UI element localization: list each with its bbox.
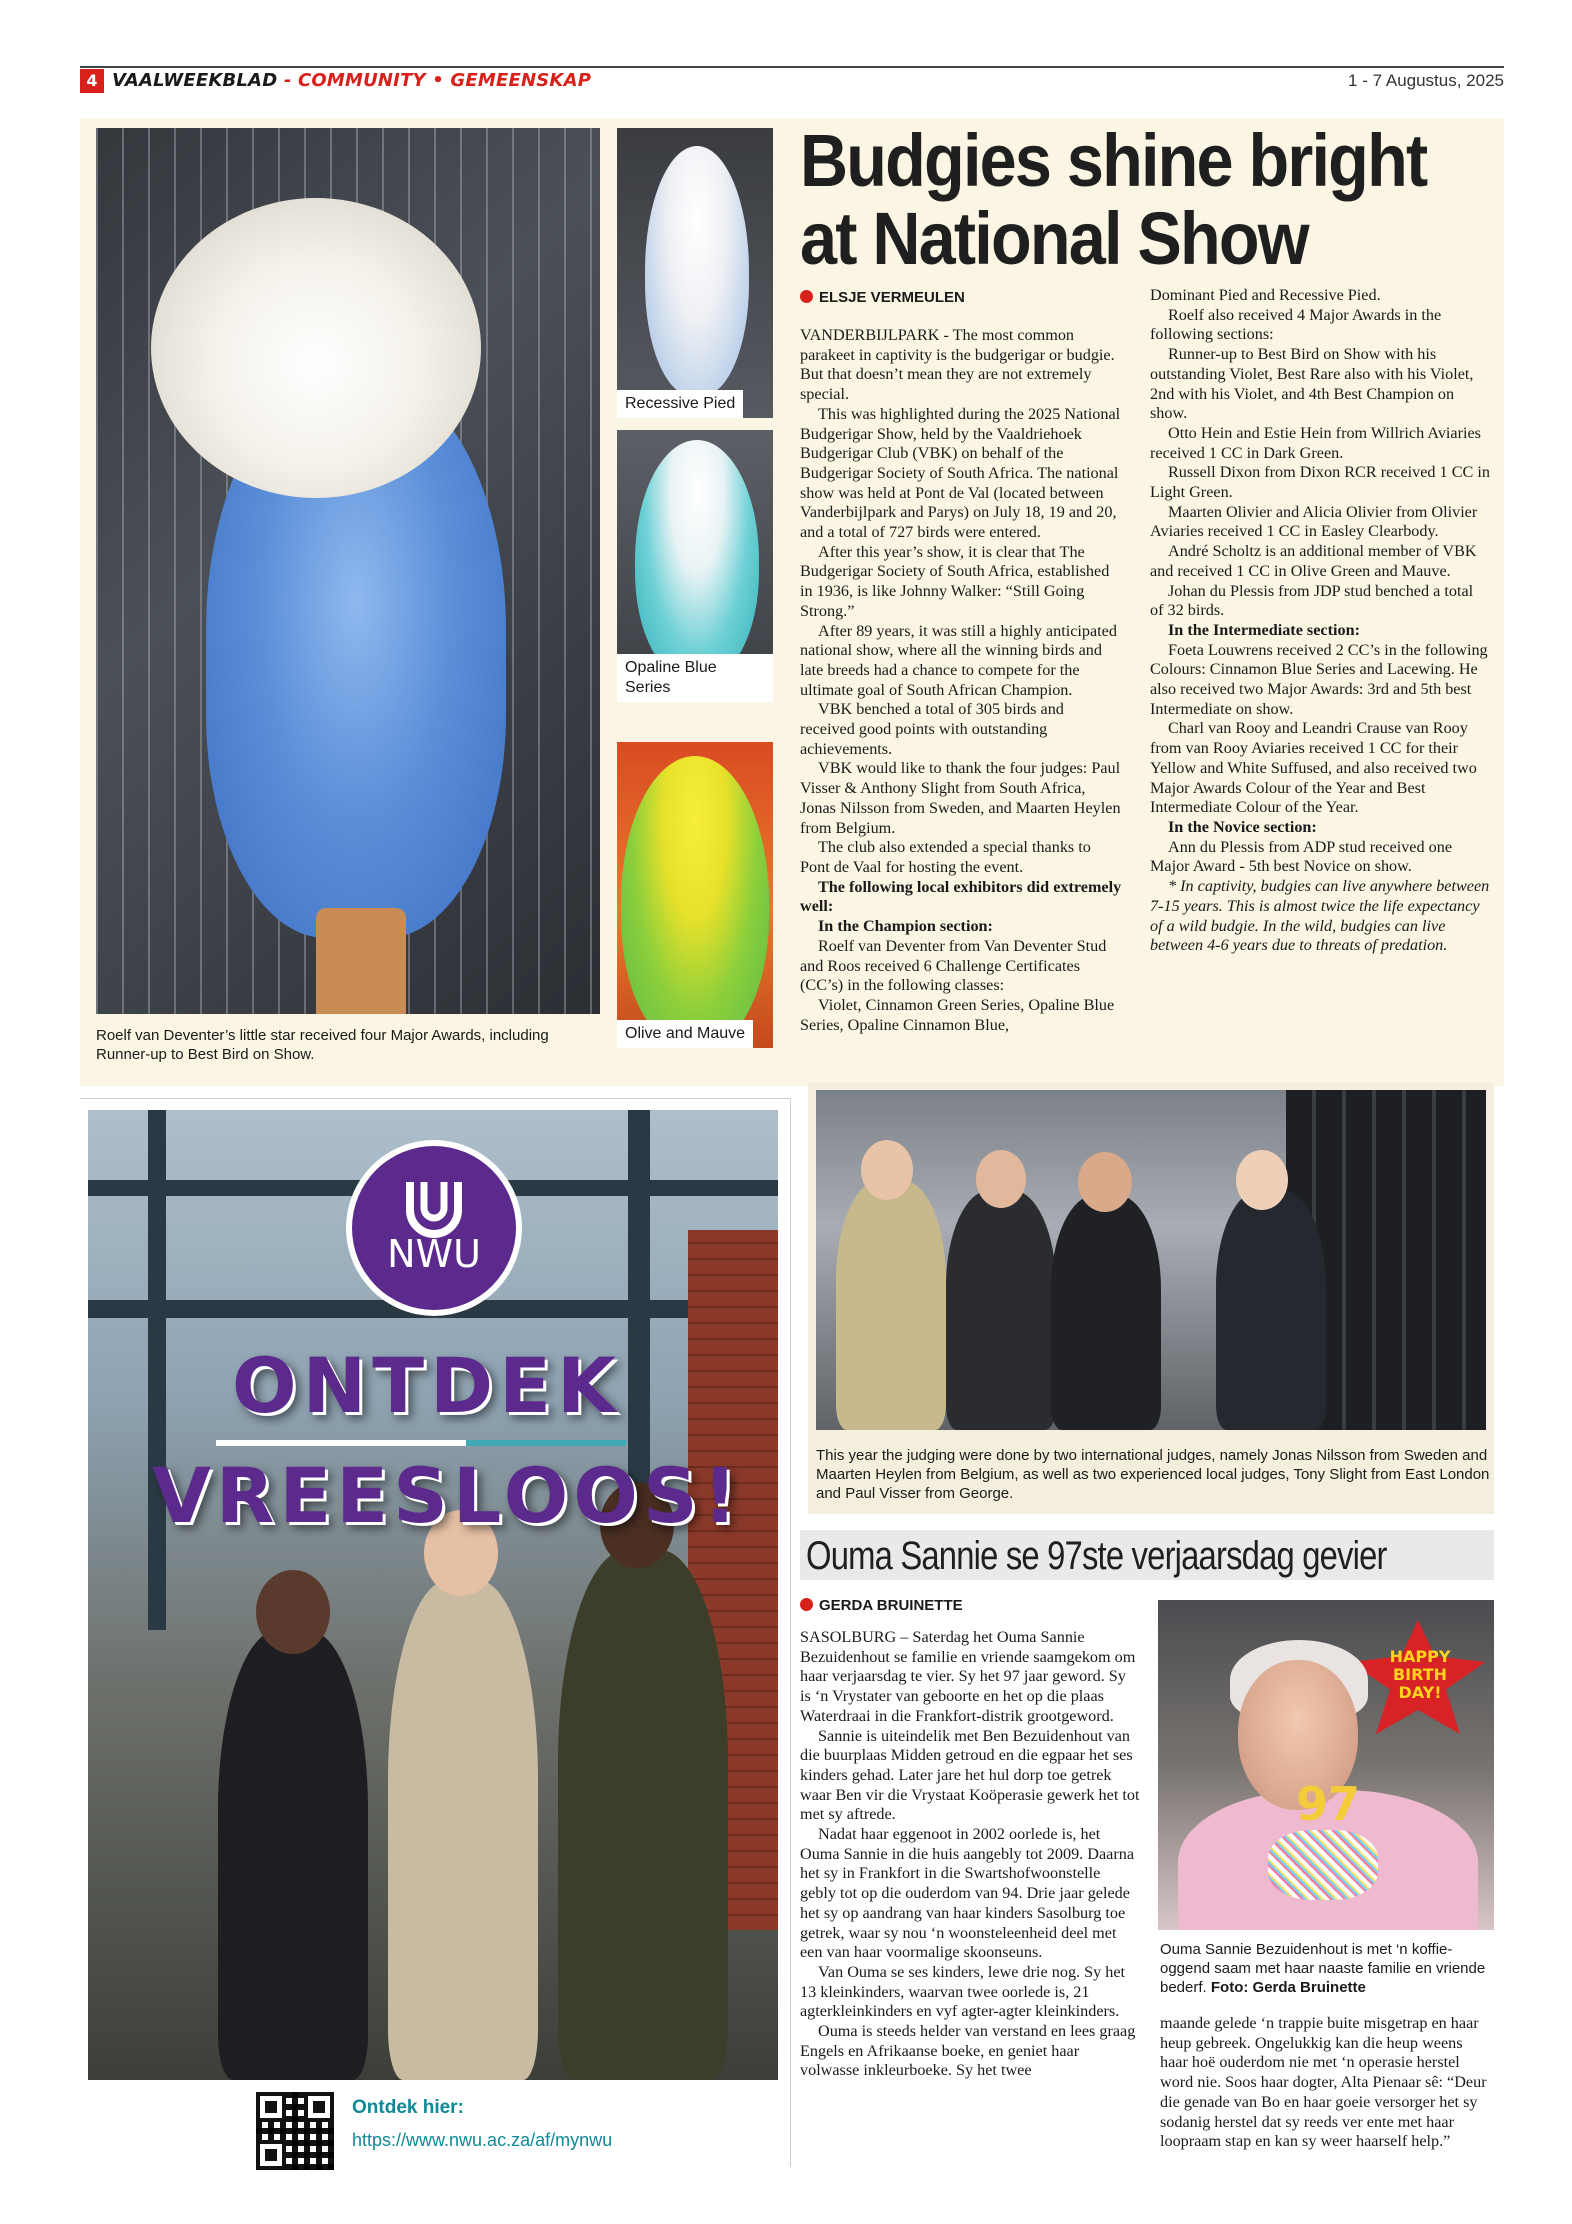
candle-number: 97 [1295, 1777, 1360, 1831]
ad-divider-white [216, 1440, 466, 1446]
qr-finder-icon [256, 2092, 286, 2122]
student-shape [388, 1580, 538, 2080]
bird-shape [645, 146, 749, 396]
person-shape [946, 1190, 1056, 1430]
page-number: 4 [80, 69, 104, 93]
subheading: The following local exhibitors did extremely well: [800, 877, 1122, 916]
paragraph: Charl van Rooy and Leandri Crause van Rooy from van Rooy Aviaries received 1 CC for their Yellow and White Suffused, and also received two Major Awards Colour of the Year and Best Intermediate Colour of the Year. [1150, 719, 1477, 817]
student-shape [558, 1550, 728, 2080]
paragraph: André Scholtz is an additional member of VBK and received 1 CC in Olive Green and Mauve. [1150, 542, 1477, 580]
student-shape [218, 1630, 368, 2080]
olive-mauve-label: Olive and Mauve [617, 1020, 753, 1048]
qr-finder-icon [304, 2092, 334, 2122]
judging-photo [816, 1090, 1486, 1430]
paper-name: VAALWEEKBLAD [112, 70, 278, 91]
section-name: - COMMUNITY • GEMEENSKAP [283, 70, 592, 91]
budgie-main-photo [96, 128, 600, 1014]
nwu-logo-text: NWU [387, 1232, 481, 1276]
ouma-headline: Ouma Sannie se 97ste verjaarsdag gevier [806, 1534, 1387, 1578]
steel-column-shape [148, 1110, 166, 1630]
paragraph: VBK would like to thank the four judges: Paul Visser & Anthony Slight from South Africa, Jonas Nilsson from Sweden, and Maarten Heylen from Belgium. [800, 759, 1121, 837]
qr-finder-icon [256, 2140, 286, 2170]
paragraph: Roelf also received 4 Major Awards in the following sections: [1150, 305, 1442, 344]
subheading: In the Intermediate section: [1168, 620, 1360, 639]
recessive-pied-label: Recessive Pied [617, 390, 743, 418]
ad-divider-teal [466, 1440, 626, 1446]
paragraph: Otto Hein and Estie Hein from Willrich Aviaries received 1 CC in Dark Green. [1150, 423, 1481, 462]
paragraph: Sannie is uiteindelik met Ben Bezuidenhout van die buurplaas Midden getroud en die egpaar het ses kinders gehad. Later jare het hul dorp toe getrek waar Ben vir die Vrystaat Koöperasie gewerk het tot met sy aftrede. [800, 1726, 1140, 1824]
ouma-photo-caption [1160, 1940, 1490, 1997]
paragraph: Nadat haar eggenoot in 2002 oorlede is, het Ouma Sannie in die huis aangebly tot 2009. Daarna het sy in Frankfort in die Swartshofwoonstelle gebly tot op die ouderdom van 94. Drie jaar gelede het sy op aandrang van haar kinders Sasolburg toe getrek, waar sy nou ‘n woonsteleenheid deel met een van haar voormalige skoonseuns. [800, 1825, 1135, 1962]
opaline-blue-photo [617, 430, 773, 702]
footnote: * In captivity, budgies can live anywhere between 7-15 years. This is almost twice the life expectancy of a wild budgie. In the wild, budgies can live between 4-6 years due to threats of predation. [1150, 877, 1490, 955]
person-shape [836, 1180, 946, 1430]
paragraph: Foeta Louwrens received 2 CC’s in the following Colours: Cinnamon Blue Series and Lacewing. He also received two Major Awards: 3rd and 5th best Intermediate on show. [1150, 640, 1488, 718]
bird-shape [621, 756, 769, 1048]
photo-credit: Foto: Gerda Bruinette [1210, 1979, 1366, 1996]
masthead [112, 68, 591, 94]
ad-headline-line-1: ONTDEK [232, 1341, 622, 1430]
opaline-blue-label: Opaline Blue Series [617, 654, 773, 702]
paragraph: VANDERBIJLPARK - The most common parakeet in captivity is the budgerigar or budgie. But that doesn’t mean they are not extremely special. [800, 326, 1115, 404]
ouma-column-1 [800, 1628, 1140, 2081]
nwu-logo [352, 1146, 516, 1310]
judging-photo-caption: This year the judging were done by two international judges, namely Jonas Nilsson from Sweden and Maarten Heylen from Belgium, as well as two experienced local judges, Tony Slight from East London and Paul Visser from George. [816, 1447, 1490, 1502]
paragraph: Ann du Plessis from ADP stud received one Major Award - 5th best Novice on show. [1150, 837, 1452, 876]
paragraph: The club also extended a special thanks to Pont de Vaal for hosting the event. [800, 838, 1091, 876]
issue-date: 1 - 7 Augustus, 2025 [1348, 71, 1504, 90]
bird-shape [635, 440, 759, 680]
paragraph: After this year’s show, it is clear that The Budgerigar Society of South Africa, established in 1936, is like Johnny Walker: “Still Going Strong.” [800, 542, 1110, 620]
paragraph: Maarten Olivier and Alicia Olivier from Olivier Aviaries received 1 CC in Easley Clearbody. [1150, 502, 1478, 541]
paragraph: SASOLBURG – Saterdag het Ouma Sannie Bezuidenhout se familie en vriende saamgekom om haar verjaarsdag te vier. Sy het 97 jaar geword. Sy is ‘n Vrystater van geboorte en het op die plaas Waterdraai in die Frankfort-distrik grootgeword. [800, 1628, 1136, 1725]
budgies-byline [800, 288, 965, 308]
recessive-pied-photo [617, 128, 773, 418]
paragraph: Roelf van Deventer from Van Deventer Stud and Roos received 6 Challenge Certificates (CC’s) in the following classes: [800, 936, 1107, 995]
headline-line-2: at National Show [800, 197, 1308, 280]
ad-cta-label: Ontdek hier: [352, 2097, 464, 2118]
caption-text: Ouma Sannie Bezuidenhout is met ‘n koffie-oggend saam met haar naaste familie en vriende bederf. [1160, 1941, 1486, 1996]
paragraph: After 89 years, it was still a highly anticipated national show, where all the winning birds and late breeds had a chance to compete for the ultimate goal of South African Champion. [800, 621, 1117, 699]
paragraph: Johan du Plessis from JDP stud benched a total of 32 birds. [1150, 581, 1474, 620]
budgies-headline [800, 119, 1430, 280]
ad-headline-line-2: VREESLOOS! [152, 1451, 743, 1540]
student-head-shape [256, 1570, 330, 1654]
paragraph: Russell Dixon from Dixon RCR received 1 CC in Light Green. [1150, 463, 1490, 502]
person-head-shape [861, 1140, 913, 1200]
ouma-column-2 [1160, 2014, 1494, 2152]
paragraph: Van Ouma se ses kinders, lewe drie nog. Sy het 13 kleinkinders, waarvan twee oorlede is, 21 agterkleinkinders en vyf agter-agter kleinkinders. [800, 1962, 1126, 2021]
perch-shape [316, 908, 406, 1014]
person-shape [1051, 1195, 1161, 1430]
byline-dot [800, 1598, 813, 1611]
paragraph: Violet, Cinnamon Green Series, Opaline Blue Series, Opaline Cinnamon Blue, [800, 995, 1115, 1034]
subheading: In the Champion section: [818, 917, 993, 936]
byline-dot [800, 290, 813, 303]
paragraph: Ouma is steeds helder van verstand en lees graag Engels en Afrikaanse boeke, en geniet haar volwasse inkleurboeke. Sy het twee [800, 2022, 1136, 2080]
paragraph: maande gelede ‘n trappie buite misgetrap en haar heup gebreek. Ongelukkig kan die heup weens haar hoë ouderdom nie met ‘n operasie herstel word nie. Soos haar dogter, Alta Pienaar sê: “Deur die genade van Bo en haar goeie versorger het sy sodanig herstel dat sy reeds ver ente met haar loopraam stap en kan sy weer haarself help.” [1160, 2014, 1487, 2151]
budgie-head-shape [151, 198, 481, 498]
byline-text: ELSJE VERMEULEN [819, 289, 965, 306]
paragraph: VBK benched a total of 305 birds and received good points with outstanding achievements. [800, 700, 1064, 758]
person-head-shape [976, 1150, 1026, 1208]
ad-cta-link[interactable]: https://www.nwu.ac.za/af/mynwu [352, 2130, 613, 2150]
balloon-text: HAPPY BIRTH DAY! [1389, 1647, 1451, 1702]
person-head-shape [1236, 1150, 1288, 1210]
olive-mauve-photo [617, 742, 773, 1048]
ouma-sannie-photo [1158, 1600, 1494, 1930]
qr-code-icon[interactable] [256, 2092, 334, 2170]
ouma-byline [800, 1596, 963, 1616]
headline-line-1: Budgies shine bright [800, 119, 1427, 202]
person-head-shape [1078, 1152, 1132, 1212]
budgies-column-1 [800, 326, 1122, 1035]
person-shape [1216, 1190, 1326, 1430]
birthday-cake-shape [1268, 1830, 1378, 1900]
main-photo-caption: Roelf van Deventer’s little star received four Major Awards, including Runner-up to Best Bird on Show. [96, 1027, 549, 1063]
byline-text: GERDA BRUINETTE [819, 1597, 963, 1614]
subheading: In the Novice section: [1168, 817, 1317, 836]
paragraph: Runner-up to Best Bird on Show with his outstanding Violet, Best Rare also with his Violet, 2nd with his Violet, and 4th Best Champion on show. [1150, 345, 1474, 423]
paragraph: Dominant Pied and Recessive Pied. [1150, 286, 1381, 304]
paragraph: This was highlighted during the 2025 National Budgerigar Show, held by the Vaaldriehoek Budgerigar Club (VBK) on behalf of the Budgerigar Society of South Africa. The national show was held at Pont de Val (located between Vanderbijlpark and Parys) on July 18, 19 and 20, and a total of 727 birds were entered. [800, 404, 1121, 542]
budgies-column-2 [1150, 286, 1490, 956]
nwu-emblem-icon [352, 1146, 516, 1310]
